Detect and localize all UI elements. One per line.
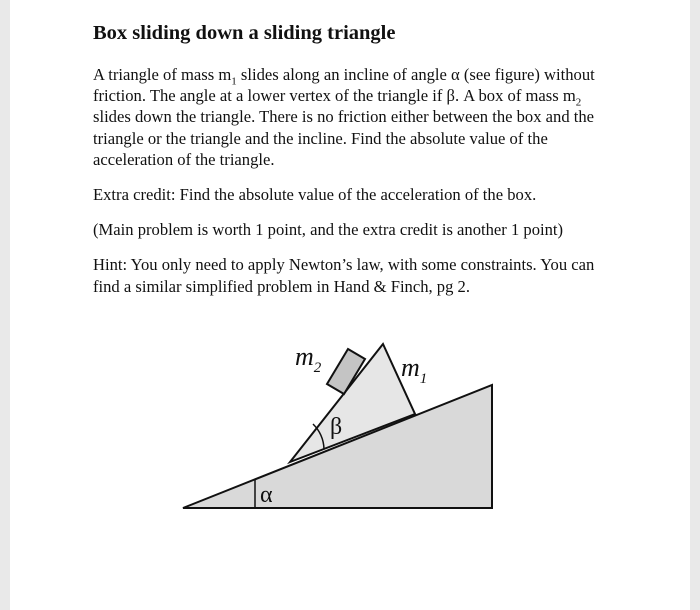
points-note: (Main problem is worth 1 point, and the extra credit is another 1 point): [93, 220, 564, 240]
statement-part-b: slides along an incline of angle α (see figure) without friction. The angle at a lower vertex of the triangle if β. A box of mass m: [93, 65, 595, 106]
statement-sub-1: 1: [231, 75, 237, 88]
problem-title: Box sliding down a sliding triangle: [93, 22, 396, 44]
extra-credit-text: Extra credit: Find the absolute value of the acceleration of the box.: [93, 185, 537, 205]
alpha-label: α: [260, 482, 273, 508]
statement-part-a: A triangle of mass m: [93, 65, 232, 84]
m2-label: $m_2$: [295, 342, 322, 376]
statement-sub-2: 2: [575, 96, 582, 109]
m1-label: $m_1$: [401, 353, 428, 387]
document-page: [10, 0, 690, 610]
hint-text: Hint: You only need to apply Newton’s law, with some constraints. You can find a similar simplified problem in Hand & Finch, pg 2.: [93, 255, 595, 296]
beta-label: β: [330, 414, 343, 440]
incline-figure: [10, 0, 690, 610]
statement-part-c: slides down the triangle. There is no friction either between the box and the triangle or the triangle and the incline. Find the absolute value of the acceleration of the triangle.: [93, 107, 595, 169]
